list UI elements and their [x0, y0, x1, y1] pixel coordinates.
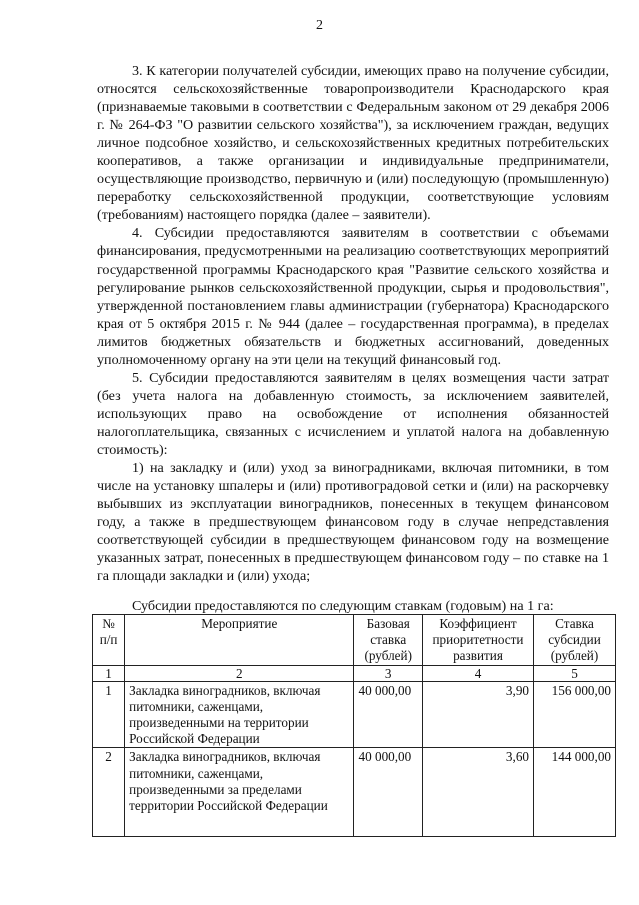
column-index: 5 — [534, 665, 616, 681]
paragraph-5: 5. Субсидии предоставляются заявителям в целях возмещения части затрат (без учета налога на добавленную стоимость, за исключением заявителей, использующих право на освобождение от исполнения обязанностей налогоплательщика, связанных с исчислением и уплатой налога на добавленную стоимость): — [97, 369, 609, 458]
table-caption: Субсидии предоставляются по следующим ставкам (годовым) на 1 га: — [132, 598, 554, 614]
row-subsidy-rate: 144 000,00 — [534, 748, 616, 837]
header-number: № п/п — [93, 615, 125, 666]
header-subsidy-rate: Ставка субсидии (рублей) — [534, 615, 616, 666]
column-index: 4 — [422, 665, 533, 681]
row-subsidy-rate: 156 000,00 — [534, 681, 616, 748]
table-header-row — [93, 615, 616, 666]
table-column-index-row — [93, 665, 616, 681]
subsidy-rates-table — [92, 614, 616, 837]
paragraph-5-item-1: 1) на закладку и (или) уход за виноградниками, включая питомники, в том числе на установку шпалеры и (или) противоградовой сетки и (или) на раскорчевку выбывших из эксплуатации виноградников, понесенных в текущем финансовом году, а также в предшествующем финансовом году в случае непредставления соответствующей субсидии в предшествующем финансовом году на возмещение указанных затрат, понесенных в предшествующем финансовом году – по ставке на 1 га площади закладки и (или) ухода; — [97, 460, 609, 585]
column-index: 2 — [125, 665, 354, 681]
row-base-rate: 40 000,00 — [354, 748, 422, 837]
paragraph-3: 3. К категории получателей субсидии, имеющих право на получение субсидии, относятся сельскохозяйственные товаропроизводители Краснодарского края (признаваемые таковыми в соответствии с Федеральным законом от 29 декабря 2006 г. № 264-ФЗ "О развитии сельского хозяйства"), за исключением граждан, ведущих личное подсобное хозяйство, и сельскохозяйственных кредитных потребительских кооперативов, а также организации и индивидуальные предприниматели, осуществляющие производство, первичную и (или) последующую (промышленную) переработку сельскохозяйственной продукции, соответствующие условиям (требованиям) настоящего порядка (далее – заявители). — [97, 63, 609, 224]
table-row — [93, 748, 616, 837]
row-number: 1 — [93, 681, 125, 748]
column-index: 1 — [93, 665, 125, 681]
paragraph-4: 4. Субсидии предоставляются заявителям в соответствии с объемами финансирования, предусмотренными на реализацию соответствующих мероприятий государственной программы Краснодарского края "Развитие сельского хозяйства и регулирование рынков сельскохозяйственной продукции, сырья и продовольствия", утвержденной постановлением главы администрации (губернатора) Краснодарского края от 5 октября 2015 г. № 944 (далее – государственная программа), в пределах лимитов бюджетных обязательств и бюджетных ассигнований, доведенных уполномоченному органу на эти цели на текущий финансовый год. — [97, 225, 609, 368]
page-number: 2 — [316, 18, 323, 33]
row-priority-coefficient: 3,60 — [422, 748, 533, 837]
column-index: 3 — [354, 665, 422, 681]
table-row — [93, 681, 616, 748]
header-base-rate: Базовая ставка (рублей) — [354, 615, 422, 666]
header-priority-coefficient: Коэффициент приоритетности развития — [422, 615, 533, 666]
document-body — [97, 62, 609, 585]
header-activity: Мероприятие — [125, 615, 354, 666]
row-base-rate: 40 000,00 — [354, 681, 422, 748]
row-priority-coefficient: 3,90 — [422, 681, 533, 748]
row-number: 2 — [93, 748, 125, 837]
row-activity: Закладка виноградников, включая питомники, саженцами, произведенными на территории Российской Федерации — [125, 681, 354, 748]
row-activity: Закладка виноградников, включая питомники, саженцами, произведенными за пределами территории Российской Федерации — [125, 748, 354, 837]
